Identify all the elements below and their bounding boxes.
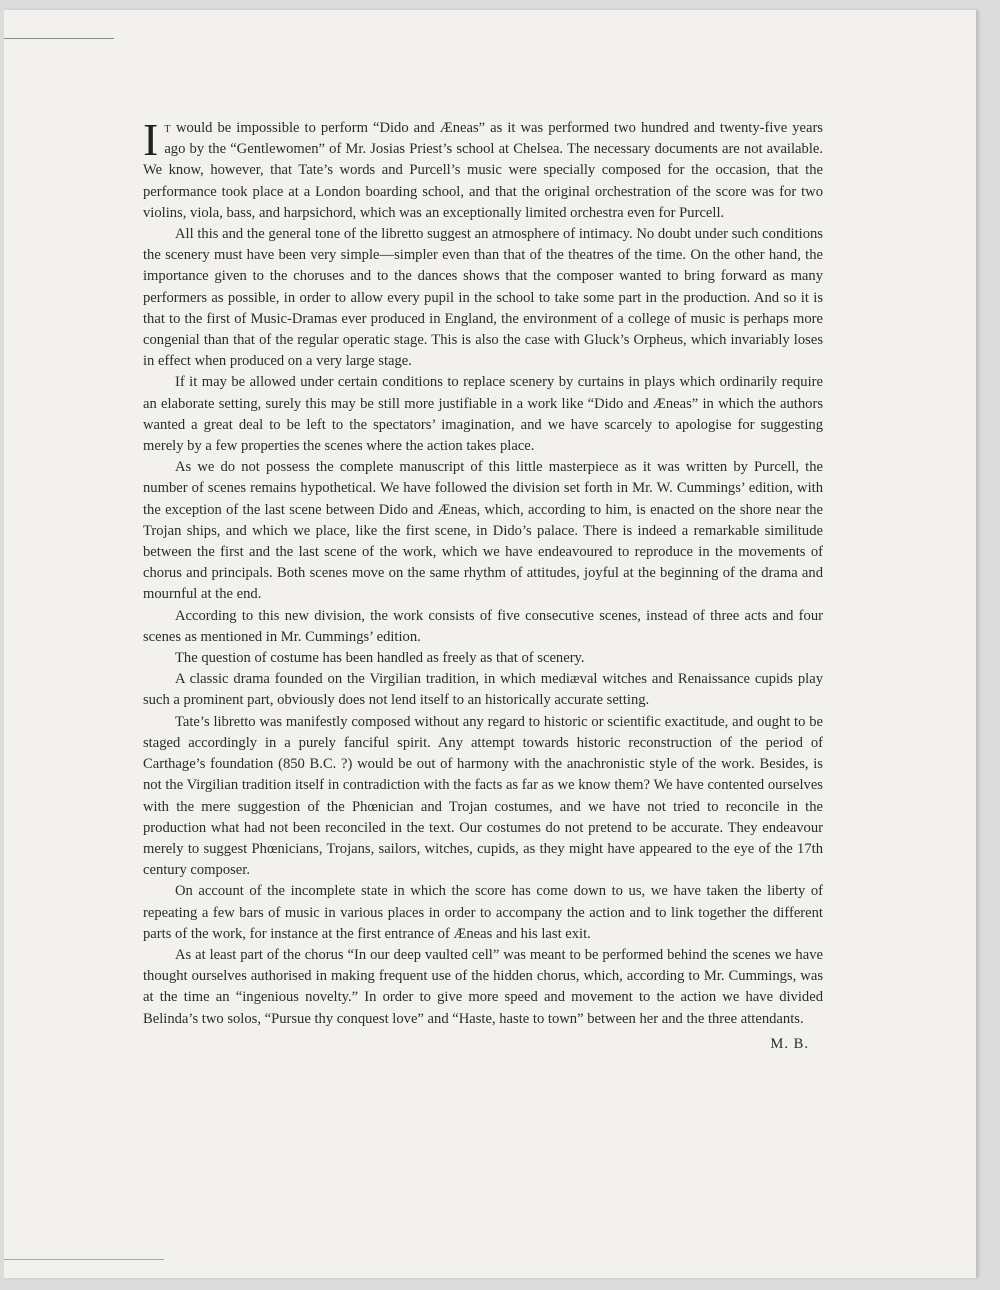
paragraph-2: All this and the general tone of the libretto suggest an atmosphere of intimacy. No doubt under such conditions the scenery must have been very simple—simpler even than that of the theatres of the time. On the other hand, the importance given to the choruses and to the dances shows that the composer wanted to bring forward as many performers as possible, in order to allow every pupil in the school to take some part in the production. And so it is that to the first of Music-Dramas ever produced in England, the environment of a college of music is perhaps more congenial than that of the regular operatic stage. This is also the case with Gluck’s Orpheus, which invariably loses in effect when produced on a very large stage. — [143, 226, 823, 370]
body-text — [143, 114, 823, 1055]
paragraph-6: The question of costume has been handled as freely as that of scenery. — [175, 650, 585, 667]
paragraph-5: According to this new division, the work consists of five consecutive scenes, instead of three acts and four scenes as mentioned in Mr. Cummings’ edition. — [143, 607, 823, 645]
signature: M. B. — [770, 1035, 809, 1052]
paragraph-10: As at least part of the chorus “In our deep vaulted cell” was meant to be performed behind the scenes we have thought ourselves authorised in making frequent use of the hidden chorus, which, according to Mr. Cummings, was at the time an “ingenious novelty.” In order to give more speed and movement to the action we have divided Belinda’s two solos, “Pursue thy conquest love” and “Haste, haste to town” between her and the three attendants. — [143, 946, 823, 1027]
paragraph-9: On account of the incomplete state in which the score has come down to us, we have taken the liberty of repeating a few bars of music in various places in order to accompany the action and to link together the different parts of the work, for instance at the first entrance of Æneas and his last exit. — [143, 883, 823, 942]
page — [4, 10, 977, 1278]
paragraph-3: If it may be allowed under certain conditions to replace scenery by curtains in plays which ordinarily require an elaborate setting, surely this may be still more justifiable in a work like “Dido and Æneas” in which the authors wanted a great deal to be left to the spectators’ imagination, and we have scarcely to apologise for suggesting merely by a few properties the scenes where the action takes place. — [143, 374, 823, 455]
paragraph-4: As we do not possess the complete manuscript of this little masterpiece as it was written by Purcell, the number of scenes remains hypothetical. We have followed the division set forth in Mr. W. Cummings’ edition, with the exception of the last scene between Dido and Æneas, which, according to him, is enacted on the shore near the Trojan ships, and which we place, like the first scene, in Dido’s palace. There is indeed a remarkable similitude between the first and the last scene of the work, which we have endeavoured to reproduce in the movements of chorus and principals. Both scenes move on the same rhythm of attitudes, joyful at the beginning of the drama and mournful at the end. — [143, 459, 823, 603]
drop-cap: I — [143, 114, 159, 165]
first-word-rest: t — [164, 120, 171, 136]
paragraph-7: A classic drama founded on the Virgilian tradition, in which mediæval witches and Renaissance cupids play such a prominent part, obviously does not lend itself to an historically accurate setting. — [143, 671, 823, 709]
paragraph-1-text: would be impossible to perform “Dido and Æneas” as it was performed two hundred and twenty-five years ago by the “Gentlewomen” of Mr. Josias Priest’s school at Chelsea. The necessary documents are not available. We know, however, that Tate’s words and Purcell’s music were specially composed for the occasion, that the performance took place at a London boarding school, and that the original orchestration of the score was for two violins, viola, bass, and harpsichord, which was an exceptionally limited orchestra even for Purcell. — [143, 120, 823, 221]
paragraph-8: Tate’s libretto was manifestly composed without any regard to historic or scientific exactitude, and ought to be staged accordingly in a purely fanciful spirit. Any attempt towards historic reconstruction of the period of Carthage’s foundation (850 B.C. ?) would be out of harmony with the anachronistic style of the work. Besides, is not the Virgilian tradition itself in contradiction with the facts as far as we know them? We have contented ourselves with the mere suggestion of the Phœnician and Trojan costumes, and we have not tried to reconcile in the production what had not been reconciled in the text. Our costumes do not pretend to be accurate. They endeavour merely to suggest Phœnicians, Trojans, sailors, witches, cupids, as they might have appeared to the eye of the 17th century composer. — [143, 713, 823, 879]
paragraph-1 — [143, 114, 823, 224]
